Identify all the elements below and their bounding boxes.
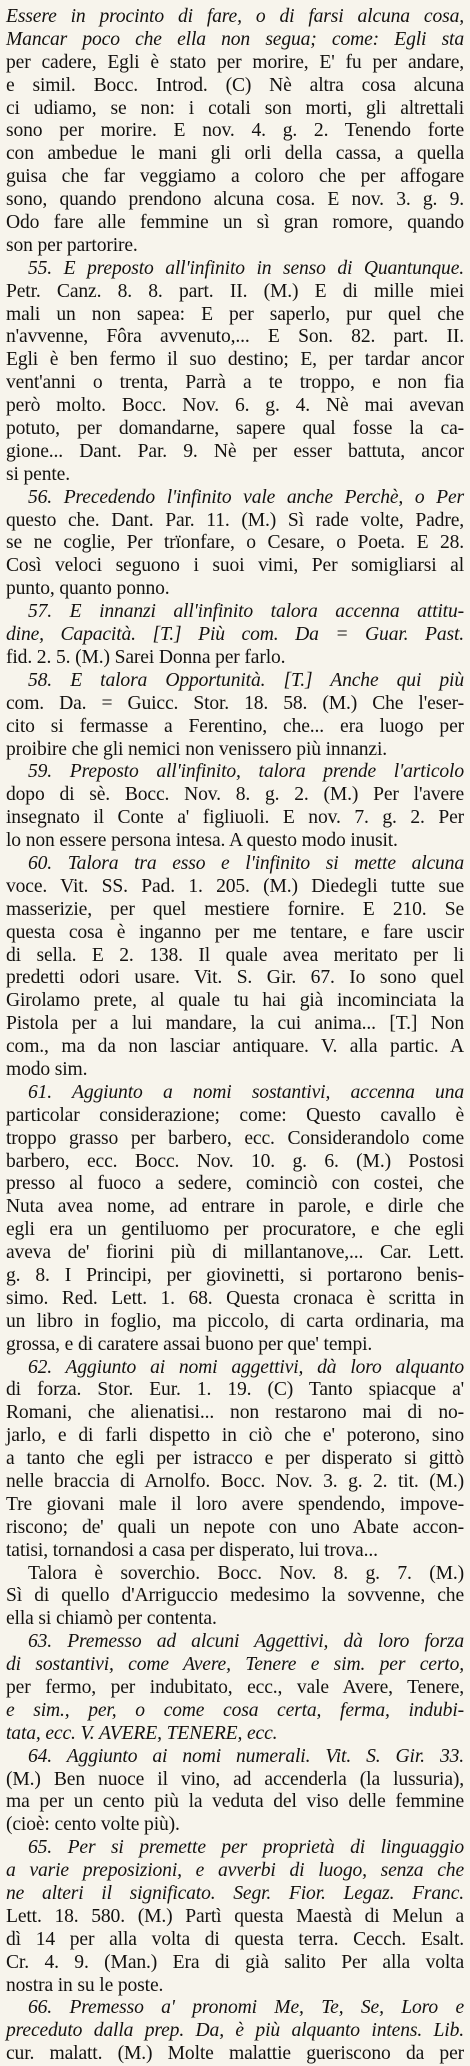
text-line: per cadere, Egli è stato per morire, E' fu per andare,: [6, 51, 464, 73]
text-line: predetti odori usare. Vit. S. Gir. 67. Io sono quel: [6, 967, 464, 989]
text-line: sono per morire. E nov. 4. g. 2. Tenendo forte: [6, 120, 464, 142]
dictionary-entry-text: [6, 6, 464, 2066]
text-line: cito si fermasse a Ferentino, che... era luogo per: [6, 715, 464, 737]
text-line: guisa che far veggiamo a coloro che per affogare: [6, 166, 464, 188]
text-line: a varie preposizioni, e avverbi di luogo, senza che: [6, 1860, 464, 1882]
text-line: Cr. 4. 9. (Man.) Era di già salito Per alla volta: [6, 1951, 464, 1973]
text-line: Tre giovani male il loro avere spendendo, impove-: [6, 1493, 464, 1515]
text-line: dine, Capacità. [T.] Più com. Da = Guar. Past.: [6, 624, 464, 646]
text-line: 55. E preposto all'infinito in senso di Quantunque.: [28, 257, 464, 279]
text-line: com. Da. = Guicc. Stor. 18. 58. (M.) Che l'eser-: [6, 692, 464, 714]
text-line: nostra in su le poste.: [6, 1974, 164, 1996]
text-line: aveva de' fiorini più di millantanove,... Car. Lett.: [6, 1242, 464, 1264]
text-line: ma per un cento più la veduta del viso delle femmine: [6, 1791, 464, 1813]
text-line: ci udiamo, se non: i cotali son morti, gli altrettali: [6, 97, 464, 119]
text-line: tata, ecc. V. AVERE, TENERE, ecc.: [6, 1722, 278, 1744]
text-line: Girolamo prete, al quale tu hai già incominciata la: [6, 990, 464, 1012]
text-line: 57. E innanzi all'infinito talora accenna attitu-: [28, 601, 464, 623]
text-line: fid. 2. 5. (M.) Sarei Donna per farlo.: [6, 646, 286, 668]
text-line: cur. malatt. (M.) Molte malattie gueriscono da per: [6, 2043, 464, 2065]
text-line: dopo di sè. Bocc. Nov. 8. g. 2. (M.) Per l'avere: [6, 784, 464, 806]
text-line: masserizie, per quel mestiere fornire. E 210. Se: [6, 898, 464, 920]
text-line: riscono; de' quali un nepote con uno Abate accon-: [6, 1516, 464, 1538]
text-line: Petr. Canz. 8. 8. part. II. (M.) E di mille miei: [6, 280, 464, 302]
text-line: Essere in procinto di fare, o di farsi alcuna cosa,: [6, 6, 464, 27]
text-line: Lett. 18. 580. (M.) Partì questa Maestà di Melun a: [6, 1905, 464, 1927]
text-line: per fermo, per indubitato, ecc., vale Avere, Tenere,: [6, 1677, 464, 1699]
text-line: mali un non sapea: E per saperlo, pur quel che: [6, 303, 464, 325]
text-line: Odo fare alle femmine un sì gran romore, quando: [6, 212, 464, 234]
text-line: n'avvenne, Fôra avvenuto,... E Son. 82. part. II.: [6, 326, 464, 348]
text-line: barbero, ecc. Bocc. Nov. 10. g. 6. (M.) Postosi: [6, 1150, 464, 1172]
text-line: (cioè: cento volte più).: [6, 1814, 180, 1836]
text-line: 60. Talora tra esso e l'infinito si mette alcuna: [28, 852, 464, 874]
text-line: a tanto che egli per istracco e per disperato si gittò: [6, 1448, 464, 1470]
text-line: modo sim.: [6, 1058, 88, 1080]
text-line: g. 8. I Principi, per giovinetti, si portarono benis-: [6, 1264, 464, 1286]
text-line: di forza. Stor. Eur. 1. 19. (C) Tanto spiacque a': [6, 1379, 464, 1401]
text-line: dì 14 per alla volta di questa terra. Cecch. Esalt.: [6, 1928, 464, 1950]
text-line: ne alteri il significato. Segr. Fior. Legaz. Franc.: [6, 1883, 464, 1905]
text-line: egli era un gentiluomo per procuratore, e che egli: [6, 1219, 464, 1241]
text-line: proibire che gli nemici non venissero più innanzi.: [6, 738, 388, 760]
text-line: di sella. E 2. 138. Il quale avea meritato per li: [6, 944, 464, 966]
text-line: (M.) Ben nuoce il vino, ad accenderla (la lussuria),: [6, 1768, 464, 1790]
text-line: Egli è ben fermo il suo destino; E, per tardar ancor: [6, 349, 464, 371]
text-line: un libro in foglio, ma piccolo, di carta ordinaria, ma: [6, 1310, 464, 1332]
text-line: simo. Red. Lett. 1. 68. Questa cronaca è scritta in: [6, 1287, 464, 1309]
text-line: preceduto dalla prep. Da, è più alquanto intens. Lib.: [6, 2020, 464, 2042]
text-line: ella si chiamò per contenta.: [6, 1608, 217, 1630]
text-line: Pistola per a lui mandare, la cui anima... [T.] Non: [6, 1013, 464, 1035]
text-line: jarlo, e di farli dispetto in ciò che e' poterono, sino: [6, 1425, 464, 1447]
text-line: Sì di quello d'Arriguccio medesimo la sovvenne, che: [6, 1585, 464, 1607]
text-line: son per partorire.: [6, 234, 138, 256]
text-line: di sostantivi, come Avere, Tenere e sim. per certo,: [6, 1654, 464, 1676]
text-line: com., ma da non lasciar antiquare. V. alla partic. A: [6, 1036, 464, 1058]
text-line: Talora è soverchio. Bocc. Nov. 8. g. 7. (M.): [28, 1562, 464, 1584]
text-line: se ne coglie, Per trïonfare, o Cesare, o Poeta. E 28.: [6, 532, 464, 554]
text-line: 61. Aggiunto a nomi sostantivi, accenna una: [28, 1081, 464, 1103]
text-line: nelle braccia di Arnolfo. Bocc. Nov. 3. g. 2. tit. (M.): [6, 1471, 464, 1492]
text-line: troppo grasso per barbero, ecc. Considerandolo come: [6, 1127, 464, 1149]
text-line: Così veloci seguono i suoi vimi, Per somigliarsi al: [6, 555, 464, 577]
text-line: lo non essere persona intesa. A questo modo inusit.: [6, 830, 398, 852]
text-line: 65. Per si premette per proprietà di linguaggio: [28, 1837, 464, 1859]
text-line: Romani, che alienatisi... non restarono mai di no-: [6, 1402, 464, 1424]
text-line: 66. Premesso a' pronomi Me, Te, Se, Loro e: [28, 1997, 464, 2019]
text-line: punto, quanto ponno.: [6, 578, 170, 600]
text-line: questa cosa è inganno per me tentare, e fare uscir: [6, 921, 464, 943]
text-line: insegnato il Conte a' figliuoli. E nov. 7. g. 2. Per: [6, 807, 464, 829]
text-line: 58. E talora Opportunità. [T.] Anche qui più: [28, 669, 464, 691]
text-line: 63. Premesso ad alcuni Aggettivi, dà loro forza: [28, 1631, 464, 1653]
text-line: potuto, per domandarne, sapere qual fosse la ca-: [6, 418, 464, 440]
text-line: e simil. Bocc. Introd. (C) Nè altra cosa alcuna: [6, 74, 464, 96]
text-line: 64. Aggiunto ai nomi numerali. Vit. S. Gir. 33.: [28, 1745, 464, 1767]
text-line: 59. Preposto all'infinito, talora prende l'articolo: [28, 761, 464, 783]
text-line: però molto. Bocc. Nov. 6. g. 4. Nè mai avevan: [6, 395, 464, 417]
text-line: con ambedue le mani gli orli della cassa, a quella: [6, 143, 464, 165]
text-line: vent'anni o trenta, Parrà a te troppo, e non fia: [6, 372, 464, 394]
text-line: sono, quando prendono alcuna cosa. E nov. 3. g. 9.: [6, 189, 464, 211]
text-line: e sim., per, o come cosa certa, ferma, indubi-: [6, 1699, 464, 1721]
text-line: si pente.: [6, 463, 70, 485]
text-line: tatisi, tornandosi a casa per disperato, lui trova...: [6, 1539, 378, 1561]
text-line: Nuta avea nome, ad entrare in parole, e dirle che: [6, 1196, 464, 1218]
text-line: Mancar poco che ella non segua; come: Egli sta: [6, 28, 464, 50]
text-line: 62. Aggiunto ai nomi aggettivi, dà loro alquanto: [28, 1356, 464, 1378]
text-line: voce. Vit. SS. Pad. 1. 205. (M.) Diedegli tutte sue: [6, 875, 464, 897]
text-line: 56. Precedendo l'infinito vale anche Perchè, o Per: [28, 486, 464, 508]
text-line: grossa, e di caratere assai buono per que' tempi.: [6, 1333, 373, 1355]
text-line: presso al fuoco a sedere, cominciò con costei, che: [6, 1173, 464, 1195]
text-line: gione... Dant. Par. 9. Nè per esser battuta, ancor: [6, 440, 464, 462]
text-line: questo che. Dant. Par. 11. (M.) Sì rade volte, Padre,: [6, 509, 464, 531]
text-line: particolar considerazione; come: Questo cavallo è: [6, 1104, 464, 1126]
